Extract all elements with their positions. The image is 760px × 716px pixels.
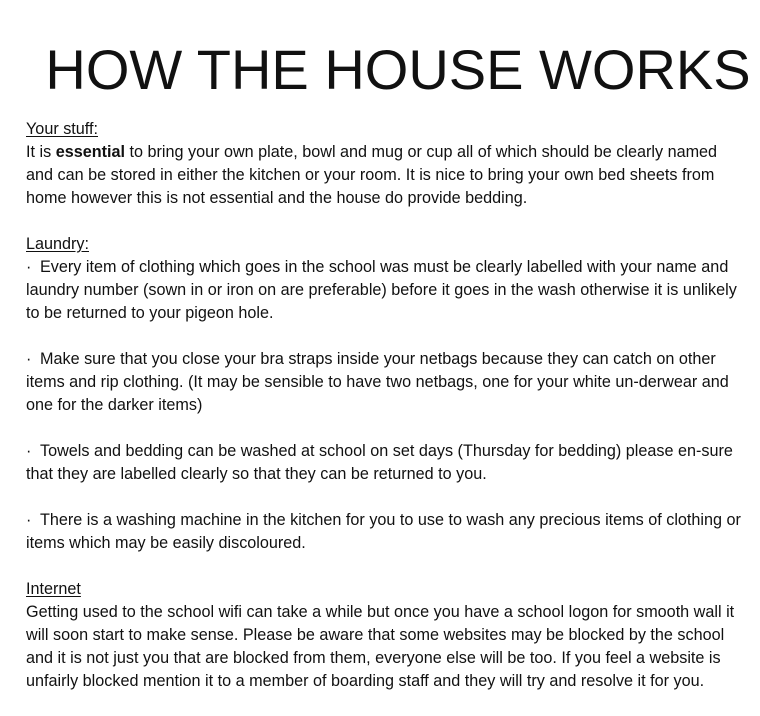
spacer xyxy=(26,417,742,440)
internet-paragraph: Getting used to the school wifi can take a while but once you have a school logon for smooth wall it will soon start to make sense. Please be aware that some websites may be blocked by the school and it is not just you that are blocked from them, everyone else will be too. If you feel a website is unfairly blocked mention it to a member of boarding staff and they will try and resolve it for you. xyxy=(26,603,735,690)
bullet-icon: · xyxy=(26,258,32,276)
laundry-item xyxy=(26,256,742,325)
laundry-item-text: Towels and bedding can be washed at school on set days (Thursday for bedding) please en-sure that they are labelled clearly so that they can be returned to you. xyxy=(26,442,733,483)
spacer xyxy=(26,210,742,233)
laundry-item xyxy=(26,348,742,417)
spacer xyxy=(26,555,742,578)
bullet-icon: · xyxy=(26,511,32,529)
laundry-item xyxy=(26,509,742,555)
document-body xyxy=(26,118,742,693)
essential-emphasis: essential xyxy=(55,143,125,161)
laundry-item-text: Make sure that you close your bra straps inside your netbags because they can catch on other items and rip clothing. (It may be sensible to have two netbags, one for your white un-derwear and one for the darker items) xyxy=(26,350,729,414)
section-heading-laundry: Laundry: xyxy=(26,235,89,253)
laundry-item-text: Every item of clothing which goes in the school was must be clearly labelled with your name and laundry number (sown in or iron on are preferable) before it goes in the wash otherwise it is unlikely to be returned to your pigeon hole. xyxy=(26,258,737,322)
bullet-icon: · xyxy=(26,442,32,460)
section-heading-your-stuff: Your stuff: xyxy=(26,120,98,138)
bullet-icon: · xyxy=(26,350,32,368)
page-title: HOW THE HOUSE WORKS xyxy=(45,37,751,101)
section-heading-internet: Internet xyxy=(26,580,81,598)
laundry-item xyxy=(26,440,742,486)
your-stuff-paragraph xyxy=(26,141,742,210)
spacer xyxy=(26,325,742,348)
laundry-item-text: There is a washing machine in the kitchen for you to use to wash any precious items of clothing or items which may be easily discoloured. xyxy=(26,511,741,552)
spacer xyxy=(26,486,742,509)
your-stuff-text-before: It is xyxy=(26,143,56,161)
your-stuff-text-after: to bring your own plate, bowl and mug or cup all of which should be clearly named and can be stored in either the kitchen or your room. It is nice to bring your own bed sheets from home however this is not essential and the house do provide bedding. xyxy=(26,143,718,207)
